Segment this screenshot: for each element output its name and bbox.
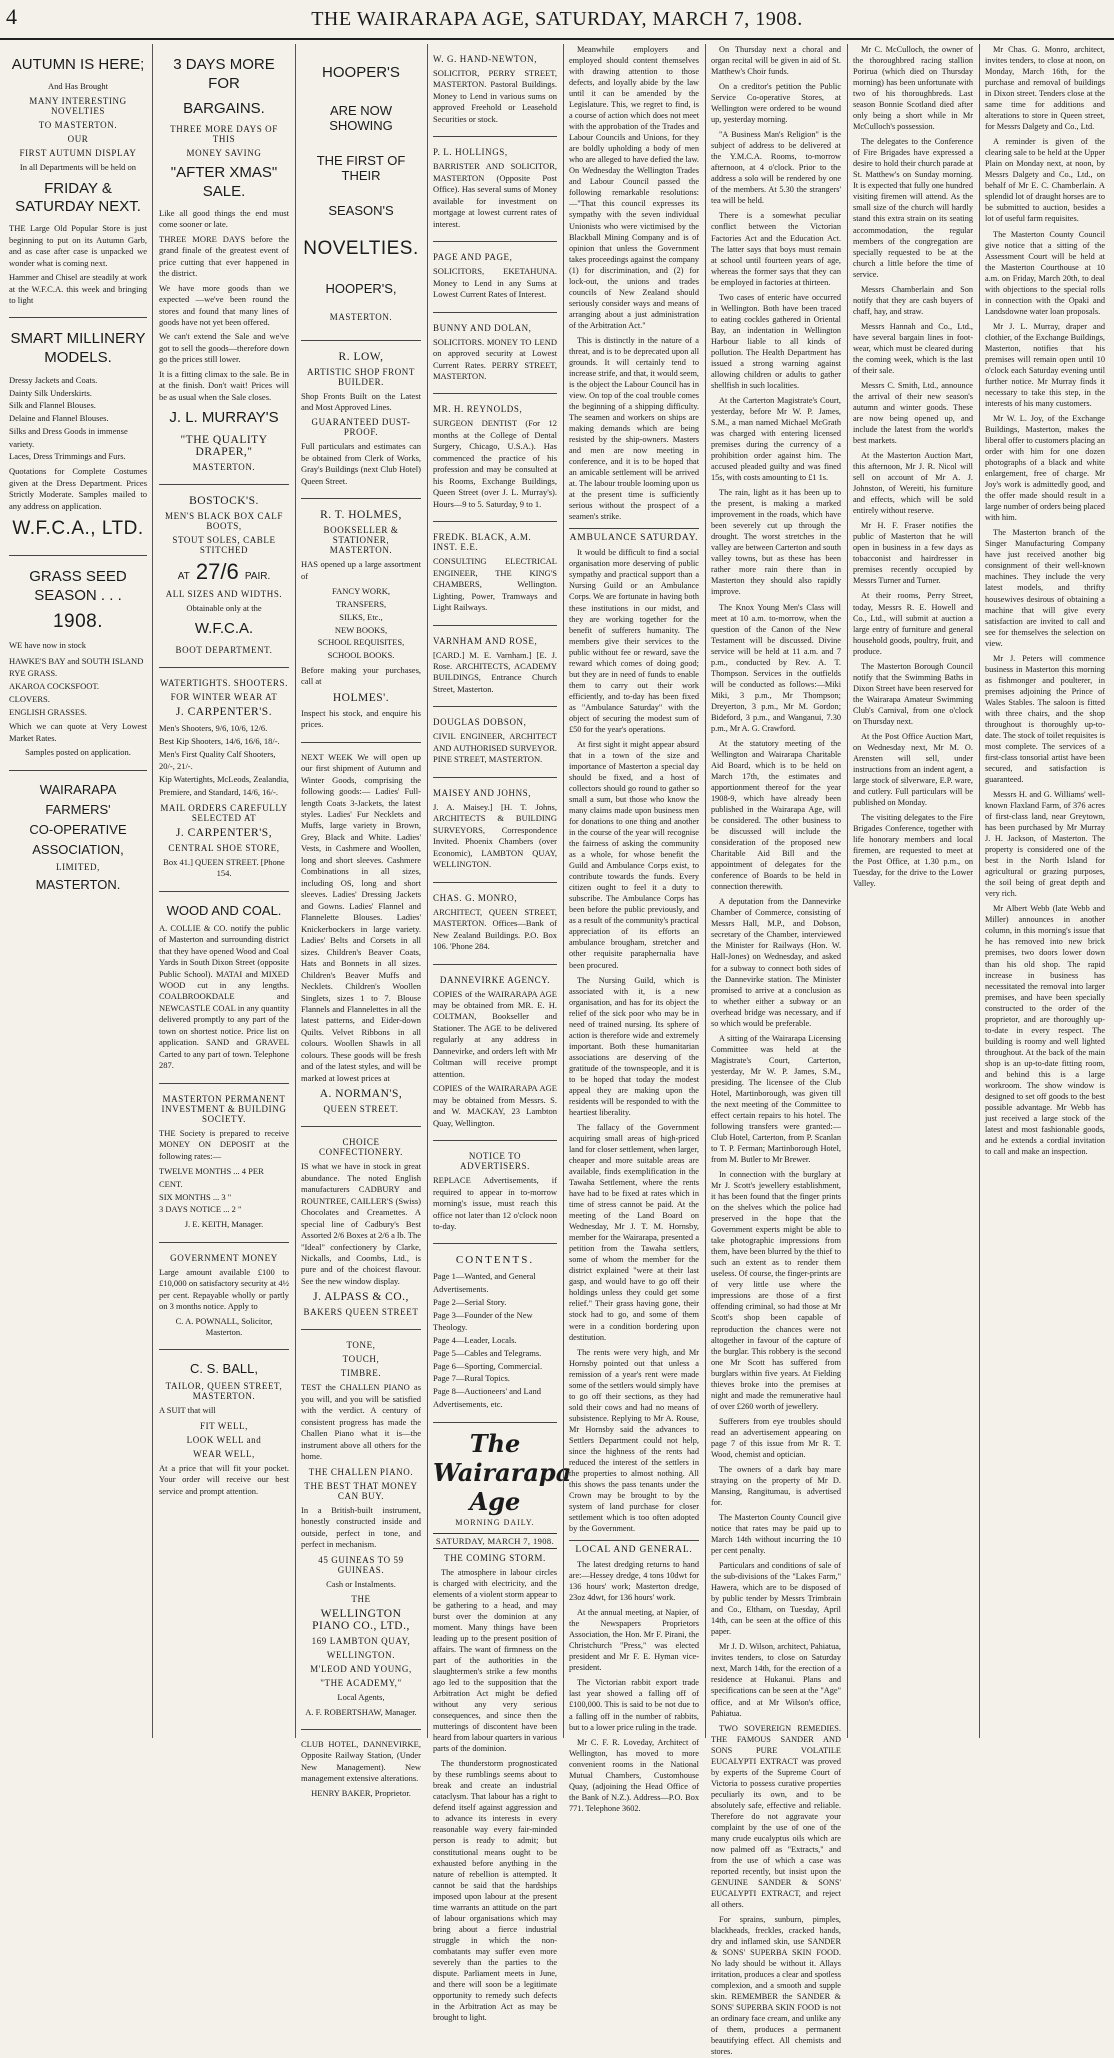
article-paragraph: Two cases of enteric have occurred in Wellington. Both have been traced to eating cockles gathered in Oriental Bay, an indentation in Wellington Harbour liable to all kinds of pollution. The Health Department has issued a strong warning against allowing children or adults to gather shellfish in such localities.: [711, 292, 841, 390]
card-name: CHAS. G. MONRO,: [433, 892, 518, 903]
list-item: Best Kip Shooters, 14/6, 16/6, 18/-.: [159, 735, 280, 746]
list-item: AKAROA COCKSFOOT.: [9, 681, 100, 692]
card-0: [433, 44, 557, 137]
list-item: Dressy Jackets and Coats.: [9, 374, 98, 385]
list-item: Page 2—Serial Story.: [433, 1296, 507, 1307]
editorial-heading: THE COMING STORM.: [444, 1552, 546, 1563]
bostock-heading: BOSTOCK'S.: [189, 495, 259, 507]
rates-list: [159, 1165, 289, 1216]
article-paragraph: On a creditor's petition the Public Service Co-operative Stores, at Wellington were ordered to be wound up, yesterday morning.: [711, 82, 841, 125]
article-paragraph: Particulars and conditions of sale of the sub-divisions of the "Lakes Farm," Hawera, which are to be disposed of by public tender by Messrs Trimbrain and Co., Eltham, on Tuesday, April 14th, can be seen at the office of this paper.: [711, 1561, 841, 1637]
sale-advert: [159, 44, 289, 485]
article-paragraph: The delegates to the Conference of Fire Brigades have expressed a desire to hold their church parade at St. Matthew's on Sunday morning. It is expected that fully one hundred visiting firemen will attend. As the small size of the church will hardly stand this extra strain on its seating accommodation, the regular members of the congregation are specially requested to be at the church a little before the time of service.: [853, 137, 973, 279]
piano-price: 45 GUINEAS TO 59 GUINEAS.: [318, 1554, 404, 1575]
grass-list: [9, 655, 147, 719]
autumn-line: In all Departments will be held on: [19, 162, 137, 173]
editorial-paragraph: Meanwhile employers and employed should content themselves with drawing attention to those defects, and loyally abide by the law until it can be amended by the Legislature. This, we regret to find, is a course of action which does not meet with the approbation of the Trades and Labour Councils and Unions, for they are boldly upholding a body of men who are alleged to have defied the law. On Wednesday the Wellington Trades and Labour Council passed the following remarkable resolutions:—"That this council expresses its sympathy with the seven individual Unionists who were victimised by the Blackball Mining Company and is of opinion that unless the Government takes proceedings against the company (1) for discrimination, and (2) for lock-out, the unions and trades councils of New Zealand should seriously consider ways and means of arranging about a just administration of the Arbitration Act.": [569, 45, 699, 330]
autumn-line: TO MASTERTON.: [38, 120, 118, 131]
column-rule: [152, 44, 153, 1738]
article-paragraph: The Masterton County Council give notice that rates may be paid up to March 14th without incurring the 10 per cent penalty.: [711, 1513, 841, 1556]
article-paragraph: The Masterton County Council give notice that a sitting of the Assessment Court will be held at the Masterton Courthouse at 10 a.m. on Friday, March 20th, to deal with objections to the special rolls in connection with the Opaki and Landsdowne water loan proposals.: [985, 229, 1105, 316]
hooper-line: HOOPER'S,: [325, 280, 397, 296]
card-name: W. G. HAND-NEWTON,: [433, 54, 538, 64]
list-item: Men's First Quality Calf Shooters, 20/-, 21/-.: [159, 748, 276, 772]
coal-paragraph: A. COLLIE & CO. notify the public of Masterton and surrounding district that they have opened Wood and Coal Yards in South Dixon Street (opposite Public School). MATAI and MIXED WOOD cut in any lengths. COALBROOKDALE and NEWCASTLE COAL in any quantity delivered promptly to any part of the town on shortest notice. Price list on application. SAND and GRAVEL Carted to any part of town. Telephone 287.: [159, 922, 289, 1071]
list-item: TWELVE MONTHS ... 4 PER CENT.: [159, 1166, 264, 1189]
piano-sub: THE BEST THAT MONEY CAN BUY.: [304, 1480, 418, 1501]
holmes-sub: BOOKSELLER & STATIONER, MASTERTON.: [323, 525, 399, 556]
article-paragraph: Messrs Chamberlain and Son notify that they are cash buyers of chaff, hay, and straw.: [853, 284, 973, 316]
contents-box: [433, 1244, 557, 1422]
carpenter-address: Box 41.] QUEEN STREET. [Phone 154.: [163, 856, 285, 879]
alpass-heading: CHOICE CONFECTIONERY.: [319, 1137, 403, 1158]
article-paragraph: Mr Albert Webb (late Webb and Miller) announces in another column, in this morning's issue that he has removed into new brick premises, two doors lower down than his old shop. The rapid increase in business has necessitated the removal into larger premises, and have been specially constructed to the order of the proprietor, and are thoroughly up-to-date in every respect. The building is roomy and well lighted throughout. At the back of the main shop is an up-to-date fitting room, and behind this is a large workroom. The show window is designed to set off goods to the best possible advantage. Mr Webb has just received a large stock of the latest and most fashionable goods, and he extends a cordial invitation to call and make an inspection.: [985, 904, 1105, 1157]
hotel-proprietor: HENRY BAKER, Proprietor.: [311, 1787, 411, 1798]
card-9: [433, 883, 557, 965]
alpass-sub: BAKERS QUEEN STREET: [303, 1307, 419, 1318]
article-paragraph: For sprains, sunburn, pimples, blackheads, freckles, cracked hands, dry and inflamed skin, use SANDER & SONS' SUPERBA SKIN FOOD. No lady should be without it. Allays irritation, produces a clear and spotless complexion, and a smooth and supple skin. REMEMBER the SANDER & SONS' SUPERBA SKIN FOOD is not an ordinary face cream, and unlike any of them, produces a permanent beautifying effect. All chemists and stores.: [711, 1915, 841, 2057]
card-name: DOUGLAS DOBSON,: [433, 717, 527, 728]
article-paragraph: Mr H. F. Fraser notifies the public of Masterton that he will open in business in a few days as tobacconist and hairdresser in premises recently occupied by Messrs Turner and Turner.: [853, 521, 973, 586]
list-item: ENGLISH GRASSES.: [9, 706, 87, 717]
millinery-list: [9, 374, 147, 463]
card-text: BARRISTER AND SOLICITOR, MASTERTON (Opposite Post Office). Has several sums of Money available for investment on mortgage at lowest current rates of interest.: [433, 161, 557, 229]
article-paragraph: It would be difficult to find a social organisation more deserving of public sympathy and practical support than a Nursing Guild or an Ambulance Corps. We are fortunate in having both these institutions in our midst, and they are working together for the benefit of sufferers humanity. The members give their services to the public without fee or reward, save the reward which comes of doing good; but they are in need of funds to enable them to carry out their work efficiently, and to-day has been fixed as "Ambulance Saturday" with the object of securing the modest sum of £50 for the year's operations.: [569, 548, 699, 734]
list-item: Men's Shooters, 9/6, 10/6, 12/6.: [159, 723, 268, 734]
list-item: Kip Watertights, McLeods, Zealandia, Premiere, and Standard, 14/6, 16/-.: [159, 774, 289, 797]
wfca-boot-name: W.F.C.A.: [194, 620, 254, 638]
flag-subtitle: MORNING DAILY.: [455, 1517, 535, 1527]
article-paragraph: The Masterton Borough Council notify that the Swimming Baths in Dixon Street have been reserved for the Wairarapa Amateur Swimming Club's Carnival, from one o'clock on Thursday next.: [853, 661, 973, 726]
grass-year: 1908.: [52, 611, 104, 633]
article-paragraph: There is a somewhat peculiar conflict between the Victorian Factories Act and the Education Act. The latter says that boys must remain at school until fourteen years of age, whereas the former says that they can be employed in factories at thirteen.: [711, 211, 841, 287]
autumn-advert: [9, 44, 147, 318]
farmers-line: FARMERS': [45, 801, 111, 817]
carpenter-store: CENTRAL SHOE STORE,: [168, 842, 280, 853]
grass-paragraph: Which we can quote at Very Lowest Market Rates.: [9, 721, 147, 743]
hotel-advert: [301, 1730, 421, 1810]
editorial-date: SATURDAY, MARCH 7, 1908.: [433, 1533, 557, 1549]
hooper-line: ARE NOW SHOWING: [329, 102, 393, 133]
low-guarantee: GUARANTEED DUST-PROOF.: [311, 417, 411, 438]
editorial-paragraph: The thunderstorm prognosticated by these rumblings seems about to break and create an industrial cataclysm. That labour has a right to defend itself against aggression and to advance its interests in every reasonable way every fair-minded person is ready to admit; but constitutional means ought to be exhausted before anything in the nature of rebellion is attempted. It cannot be said that the hardships imposed upon labour at the present time warrants an attitude on the part of labour organisations which may bring about a fierce industrial struggle in which the non-combatants may suffer even more severely than the parties to the dispute. Parliament meets in June, and there will soon be a legitimate opportunity to remedy such defects in the Arbitration Act as may be brought to light.: [433, 1759, 557, 2022]
article-paragraph: On Thursday next a choral and organ recital will be given in aid of St. Matthew's Choir funds.: [711, 45, 841, 77]
piano-heading: THE CHALLEN PIANO.: [308, 1466, 414, 1477]
grass-seed-advert: [9, 556, 147, 771]
article-paragraph: The visiting delegates to the Fire Brigades Conference, together with life honorary members and local firemen, are requested to meet at the Post Office, at 1.30 p.m., on Tuesday, for the drive to the Lower Valley.: [853, 813, 973, 889]
article-paragraph: A reminder is given of the clearing sale to be held at the Upper Plain on Monday next, at noon, by Messrs Dalgety and Co., Ltd., on behalf of Mr E. C. Chamberlain. A splendid lot of draught horses are to be submitted to auction, besides a lot of useful farm requisites.: [985, 137, 1105, 224]
autumn-line: And Has Brought: [48, 80, 108, 91]
sale-line: MONEY SAVING: [186, 148, 262, 159]
article-paragraph: Mr J. D. Wilson, architect, Pahiatua, invites tenders, to close on Saturday next, March 14th, for the erection of a residence at Hukanui. Plans and specifications can be seen at the "Age" office, and at Mr Wilson's office, Pahiatua.: [711, 1642, 841, 1718]
norman-paragraph: NEXT WEEK We will open up our first shipment of Autumn and Winter Goods, comprising the following goods:— Ladies' Full-length Coats 3-Jackets, the latest styles. Ladies' Fur Necklets and Muffs, large variety in Brown, Grey, Black and White. Ladies' Vests, in Cashmere and Woollen, long and short sleeves. Cashmere Combinations in all sizes, including OS, long and short sleeves. Ladies' Dressing Jackets and Gowns. Ladies' Flannel and Flannelette Blouses. Ladies' Knickerbockers in large variety. Ladies' Belts and Corsets in all sizes. Children's Beaver Coats, Hats and Bonnets in all sizes. Children's Beaver Muffs and Necklets. Children's Woollen Singlets, sizes 1 to 7. Blouse Flannels and Flannelettes in all the latest patterns, and Eider-down Quilts. Velvet Ribbons in all colours. Woollen Shawls in all colours. These goods will be fresh and of the latest styles, and will be marked at lowest prices at: [301, 751, 421, 1083]
card-text: SOLICITOR, PERRY STREET, MASTERTON. Pastoral Buildings. Money to Lend in various sums on approved Freehold or Leasehold Securities or stock.: [433, 68, 557, 124]
article-paragraph: In connection with the burglary at Mr J. Scott's jewellery establishment, it has been found that the finger prints on the shelves which the police had preserved in the hope that the Government experts might be able to take photographic impressions from them, have been blurred by the thief to such an extent as to render them useless. Of course, the finger-prints are of very little use where the impressions are those of a first offending criminal, so had those at Mr Scott's shop been capable of reproduction the chances were not altogether in favour of the capture of the burglar. This robbery is the second one Mr Scott has suffered from burglars within five years. At Fielding thieves broke into the premises at night and made the remunerative haul of over £260 worth of jewellery.: [711, 1170, 842, 1411]
ball-heading: C. S. BALL,: [190, 1361, 258, 1377]
hotel-paragraph: CLUB HOTEL, DANNEVIRKE, Opposite Railway Station, (Under New Management). New management extensive alterations.: [301, 1738, 421, 1784]
piano-local: Local Agents,: [337, 1692, 385, 1703]
card-text: SURGEON DENTIST (For 12 months at the College of Dental Surgery, Chicago, U.S.A.). Has commenced the practice of his profession and may be consulted at his Rooms, Exchange Buildings, Queen Street (over J. L. Murray's). Hours—9 to 5. Saturday, 9 to 1.: [433, 418, 557, 509]
carpenter-name: J. CARPENTER'S.: [175, 706, 273, 719]
card-name: FREDK. BLACK, A.M. INST. E.E.: [433, 532, 532, 553]
low-sub: ARTISTIC SHOP FRONT BUILDER.: [306, 366, 416, 387]
article-paragraph: Mr Chas. G. Monro, architect, invites tenders, to close at noon, on Monday, March 16th, for the purchase and removal of buildings in Dixon street. Tenders close at the same time for additions and alterations to store in Queen street, for Messrs Dalgety and Co., Ltd.: [985, 45, 1105, 132]
agency-paragraph: COPIES of the WAIRARAPA AGE may be obtained from MR. E. H. COLTMAN, Bookseller and Stationer. The AGE to be delivered regularly at any address in Dannevirke, and orders left with Mr Coltman will receive prompt attention.: [433, 988, 557, 1079]
holmes-list: [301, 585, 421, 662]
article-paragraph: At the Carterton Magistrate's Court, yesterday, before Mr W. P. James, S.M., a man named Michael McGrath was charged with entering licensed premises during the currency of a prohibition order against him. The accused pleaded guilty and was fined 15s, with costs amounting to £1 1s.: [711, 395, 841, 483]
article-paragraph: A sitting of the Wairarapa Licensing Committee was held at the Magistrate's Court, Carterton, yesterday, Mr W. P. James, S.M., presiding. The licensee of the Club Hotel, Martinborough, was given till the next meeting of the Committee to effect certain repairs to his hotel. The following transfers were granted:—Club Hotel, Carterton, from P. Scanlan to T. P. Ferman; Martinborough Hotel, from M. Butler to Mr Brewer.: [711, 1033, 841, 1165]
card-text: CONSULTING ELECTRICAL ENGINEER, THE KING'S CHAMBERS, Wellington. Lighting, Power, Tramways and Light Railways.: [433, 556, 557, 613]
norman-name: A. NORMAN'S,: [319, 1088, 403, 1101]
money-advert: [159, 1243, 289, 1351]
ball-line: FIT WELL,: [199, 1420, 249, 1431]
sale-paragraph: Like all good things the end must come sooner or late.: [159, 207, 289, 230]
column-7: [848, 44, 978, 1738]
page-number: 4: [6, 4, 17, 29]
list-item: HAWKE'S BAY and SOUTH ISLAND RYE GRASS.: [9, 655, 144, 679]
farmers-line: CO-OPERATIVE: [29, 821, 127, 837]
column-5: [564, 44, 704, 1813]
contents-list: [433, 1270, 557, 1410]
article-paragraph: At their rooms, Perry Street, today, Messrs R. E. Howell and Co., Ltd., will submit at auction a large entry of furniture and general household goods, poultry, fruit, and produce.: [853, 591, 973, 656]
autumn-line: OUR: [67, 134, 89, 145]
bostock-price: 27/6: [195, 559, 239, 584]
farmers-line: ASSOCIATION,: [32, 841, 124, 857]
list-item: SILKS, Etc.,: [339, 611, 383, 622]
column-1: [4, 44, 152, 1738]
card-text: CIVIL ENGINEER, ARCHITECT AND AUTHORISED SURVEYOR. PINE STREET, MASTERTON.: [433, 731, 557, 765]
list-item: TRANSFERS,: [335, 599, 387, 610]
list-item: Page 1—Wanted, and General Advertisements.: [433, 1271, 536, 1295]
list-item: NEW BOOKS,: [334, 624, 388, 635]
carpenter-name: J. CARPENTER'S,: [175, 826, 273, 839]
ball-line: LOOK WELL and: [186, 1434, 262, 1445]
article-paragraph: A deputation from the Dannevirke Chamber of Commerce, consisting of Messrs Hall, M.P., and Dobson, secretary of the Chamber, interviewed the Minister for Railways (Hon. W. Hall-Jones) on Wednesday, and asked for a subway to connect both sides of the Dannevirke station. The Minister promised to arrive at a conclusion as to whether either a subway or an overhead bridge was necessary, and if so which would be preferable.: [711, 897, 841, 1028]
article-paragraph: At the Masterton Auction Mart, this afternoon, Mr J. R. Nicol will sell on account of Mr A. J. Johnston, of Wereiti, his furniture and effects, which will be sold entirely without reserve.: [853, 451, 973, 516]
ball-advert: [159, 1350, 289, 1508]
article-paragraph: Mr C. F. R. Loveday, Architect of Wellington, has moved to more convenient rooms in the National Mutual Chambers, Customhouse Quay, (adjoining the Head Office of the Bank of N.Z.). Address—P.O. Box 771. Telephone 3602.: [569, 1737, 699, 1813]
card-text: [CARD.] M. E. Varnham.] [E. J. Rose. ARCHITECTS, ACADEMY BUILDINGS, Entrance Church Street, Masterton.: [433, 649, 557, 694]
sale-paragraph: It is a fitting climax to the sale. Be in at the finish. Don't wait! Prices will be as usual when the Sale closes.: [159, 368, 289, 402]
autumn-paragraph: Hammer and Chisel are steadily at work at the W.F.C.A. this week and bringing to light: [9, 272, 147, 305]
sale-line: BARGAINS.: [183, 99, 265, 117]
autumn-date: FRIDAY & SATURDAY NEXT.: [15, 179, 141, 216]
farmers-line: LIMITED,: [55, 861, 101, 872]
card-1: [433, 137, 557, 242]
article-paragraph: Messrs Hannah and Co., Ltd., have several bargain lines in foot-wear, which must be cleared during the coming week, which is the last of their sale.: [853, 321, 973, 375]
low-paragraph: Shop Fronts Built on the Latest and Most Approved Lines.: [301, 390, 421, 413]
murray-slogan: "THE QUALITY DRAPER,": [180, 434, 268, 458]
editorial-paragraph: The atmosphere in labour circles is charged with electricity, and the elements of a violent storm appear to be gathering to a head, and may burst over the dominion at any moment. Many things have been leading up to the present position of affairs. The want of firmness on the part of the authorities in the slaughtermen's strike a few months ago led to the supposition that the Arbitration Act might be defied without any very serious consequences, and since then the mutterings of discontent have been heard from labour quarters in various parts of the dominion.: [433, 1567, 557, 1754]
card-name: PAGE AND PAGE,: [433, 252, 513, 263]
list-item: FANCY WORK,: [332, 586, 390, 597]
advertisers-notice: [433, 1141, 557, 1244]
article-paragraph: Mr J. L. Murray, draper and clothier, of the Exchange Buildings, Masterton, notifies that his premises will remain open until 10 o'clock each Saturday evening until further notice. Mr Murray finds it necessary to take this step, in the interests of his many customers.: [985, 321, 1105, 408]
sale-heading: "AFTER XMAS" SALE.: [170, 164, 278, 200]
card-name: MAISEY AND JOHNS,: [433, 787, 532, 798]
piano-line: TIMBRE.: [340, 1368, 382, 1379]
piano-academy: "THE ACADEMY,": [320, 1678, 402, 1689]
hooper-line: THE FIRST OF THEIR: [316, 152, 406, 183]
autumn-paragraph: THE Large Old Popular Store is just beginning to put on its Autumn Garb, and as case after case is unpacked we wonder what is coming next.: [9, 223, 147, 268]
column-8: [980, 44, 1110, 1738]
card-name: BUNNY AND DOLAN,: [433, 322, 532, 333]
list-item: Laces, Dress Trimmings and Furs.: [9, 451, 126, 462]
bostock-advert: [159, 485, 289, 668]
card-8: [433, 778, 557, 883]
alpass-name: J. ALPASS & CO.,: [313, 1291, 409, 1304]
sale-paragraph: We have more goods than we expected —we've been round the stores and found that many lines of goods have not yet been offered.: [159, 282, 289, 327]
holmes-name: HOLMES'.: [332, 691, 390, 704]
money-heading: GOVERNMENT MONEY: [170, 1252, 278, 1263]
grass-samples: Samples posted on application.: [25, 747, 131, 758]
piano-paragraph: In a British-built instrument, honestly constructed inside and outside, perfect in tone, and perfect in mechanism.: [301, 1504, 421, 1550]
list-item: Page 4—Leader, Locals.: [433, 1335, 517, 1346]
notice-paragraph: REPLACE Advertisements, if required to appear in to-morrow morning's issue, must reach this office not later than 12 o'clock noon to-day.: [433, 1175, 557, 1231]
murray-town: MASTERTON.: [192, 462, 256, 472]
holmes-paragraph: Before making your purchases, call at: [301, 664, 421, 687]
building-society-advert: [159, 1084, 289, 1243]
article-paragraph: The rain, light as it has been up to the present, is making a marked improvement in the roads, which have been severely cut up through the drought. The worst stretches in the valley are between Carterton and south valley towns, but as these has been rather more rain there than in Masterton they should also rapidly improve.: [711, 488, 841, 597]
bostock-at: AT: [177, 571, 190, 582]
list-item: Delaine and Flannel Blouses.: [9, 413, 109, 424]
article-paragraph: At first sight it might appear absurd that in a town of the size and importance of Masterton a special day should be fixed, and a host of collectors should go round to gather so small a sum, but those who know the many claims made upon business men for donations to one thing and another in the course of the year will recognise the fairness of asking the community as a whole, for whose benefit the Guild and Ambulance Corps exist, to contribute towards the funds. Every citizen ought to feel it a duty to subscribe. The Ambulance Corps has been before the public previously, and as a result of the community's practical appreciation of its efforts an ambulance brougham, stretcher and other requisite paraphernalia have been procured.: [569, 739, 699, 970]
money-paragraph: Large amount available £100 to £10,000 on satisfactory security at 4½ per cent. Repayable wholly or partly on 3 months notice. Apply to: [159, 1266, 289, 1312]
alpass-paragraph: IS what we have in stock in great abundance. The noted English manufacturers CADBURY and ROUNTREE, CAILLER'S (Swiss) Chocolates and Creamettes. A special line of Cadbury's Best Assorted 2/6 Boxes at 2/6 a lb. The "Ideal" confectionery by Clarke, Nickalls, and Coombs, Ltd., is pure and of the choicest flavour. See the new window display.: [301, 1161, 421, 1286]
article-paragraph: The Masterton branch of the Singer Manufacturing Company have just received another big consignment of their well-known machines. They include the very latest models, and thrifty housewives desirous of obtaining a machine that will give every satisfaction are invited to call and see for themselves the selection on view.: [985, 528, 1105, 648]
norman-street: QUEEN STREET.: [323, 1104, 399, 1115]
alpass-advert: [301, 1127, 421, 1330]
agency-heading: DANNEVIRKE AGENCY.: [439, 974, 551, 985]
list-item: Page 5—Cables and Telegrams.: [433, 1347, 542, 1358]
bostock-price-line: [159, 559, 289, 585]
piano-agents: M'LEOD AND YOUNG,: [310, 1664, 412, 1675]
article-paragraph: The owners of a dark bay mare straying on the property of Mr D. Mansing, Rangitumau, is advertised for.: [711, 1464, 841, 1507]
hooper-line: HOOPER'S: [322, 64, 400, 81]
article-paragraph: TWO SOVEREIGN REMEDIES. THE FAMOUS SANDER AND SONS PURE VOLATILE EUCALYPTI EXTRACT was proved by experts of the Supreme Court of Victoria to possess curative properties peculiarly its own, and to be absolutely safe, effective and reliable. Therefore do not aggravate your complaint by the use of one of the many crude eucalyptus oils which are now palmed off as "Extracts," and from the use of which a case was reported recently, but insist upon the GENUINE SANDER & SONS' EUCALYPTI EXTRACT, and reject all others.: [711, 1723, 841, 1910]
millinery-heading: SMART MILLINERY MODELS.: [10, 330, 146, 367]
piano-advert: [301, 1330, 421, 1730]
list-item: SIX MONTHS ... 3 ": [159, 1191, 232, 1202]
list-item: Silk and Flannel Blouses.: [9, 400, 96, 411]
list-item: Page 6—Sporting, Commercial.: [433, 1360, 543, 1371]
card-5: [433, 522, 557, 625]
card-text: J. A. Maisey.] [H. T. Johns, ARCHITECTS & BUILDING SURVEYORS, Correspondence Invited. Phoenix Chambers (over Economic), LAMBTON QUAY, WELLINGTON.: [433, 801, 557, 870]
bostock-line: ALL SIZES AND WIDTHS.: [165, 589, 283, 599]
article-paragraph: At the annual meeting, at Napier, of the Newspapers Proprietors Association, the Hon. Mr F. Pirani, the Christchurch "Press," was elected president and Mr F. E. Hyman vice-president.: [569, 1608, 699, 1673]
article-paragraph: Mr C. McCulloch, the owner of the thoroughbred racing stallion Porirua (which died on Thursday morning) has been unfortunate with two of his thoroughbreds. Last season Bonnie Scotland died after only being a short while in Mr McCulloch's possession.: [853, 45, 973, 132]
hooper-advert: [301, 44, 421, 341]
list-item: Page 7—Rural Topics.: [433, 1373, 510, 1384]
piano-town: WELLINGTON.: [326, 1650, 396, 1661]
list-item: SCHOOL BOOKS.: [327, 650, 395, 661]
list-item: CLOVERS.: [9, 693, 50, 704]
article-paragraph: At the statutory meeting of the Wellington and Wairarapa Charitable Aid Board, which is to be held on March 17th, the estimates and apportionment thereof for the year 1908-9, which have already been published in the Wairarapa Age, will be considered. The other business to be discussed will include the consideration of the proposed new Charitable Aid Bill and the appointment of delegates for the conference of Boards to be held in connection therewith.: [711, 738, 841, 892]
piano-firm: THE: [351, 1594, 371, 1605]
list-item: SCHOOL REQUISITES,: [317, 637, 405, 648]
ball-intro: A SUIT that will: [159, 1405, 216, 1416]
carpenter-mail: MAIL ORDERS CAREFULLY SELECTED AT: [160, 802, 288, 823]
grass-intro: WE have now in stock: [9, 640, 86, 651]
wfca-name: W.F.C.A., LTD.: [12, 518, 144, 540]
notice-heading: NOTICE TO ADVERTISERS.: [460, 1151, 530, 1172]
article-paragraph: The Victorian rabbit export trade last year showed a falling off of £100,000. This is said to be not due to a falling off in the number of rabbits, but to a lower price ruling in the trade.: [569, 1678, 699, 1732]
ambulance-heading: AMBULANCE SATURDAY.: [569, 528, 699, 543]
piano-line: TOUCH,: [342, 1354, 380, 1365]
autumn-line: MANY INTERESTING NOVELTIES: [29, 96, 127, 117]
farmers-line: MASTERTON.: [35, 876, 121, 892]
card-4: [433, 394, 557, 522]
article-paragraph: Messrs C. Smith, Ltd., announce the arrival of their new season's autumn and winter goods. These are now being opened up, and include the latest from the world's best markets.: [853, 380, 973, 446]
article-paragraph: "A Business Man's Religion" is the subject of address to be delivered at the Y.M.C.A. Rooms, to-morrow afternoon, at 4 o'clock. Prior to the address a solo will be rendered by one of the members. At 5.30 the strangers' tea will be held.: [711, 130, 841, 206]
list-item: Dainty Silk Underskirts.: [9, 387, 92, 398]
column-3: [296, 44, 426, 1798]
ball-sub: TAILOR, QUEEN STREET, MASTERTON.: [165, 1381, 283, 1402]
article-paragraph: Sufferers from eye troubles should read an advertisement appearing on page 7 of this issue from Mr R. T. Wood, chemist and optician.: [711, 1416, 841, 1459]
card-text: SOLICITORS. MONEY TO LEND on approved security at Lowest Current Rates. PERRY STREET, MASTERTON.: [433, 336, 557, 381]
article-paragraph: Mr W. L. Joy, of the Exchange Buildings, Masterton, makes the liberal offer to customers placing an order with him for one dozen photographs of a black and white enlargement, free of charge. Mr Joy's work is admittedly good, and the offer made should result in a large number of orders being placed with him.: [985, 414, 1105, 523]
card-7: [433, 707, 557, 777]
card-name: P. L. HOLLINGS,: [433, 147, 508, 158]
article-paragraph: At the Post Office Auction Mart, on Wednesday next, Mr M. O. Arensten will sell, under instructions from an indent agent, a large stock of silverware, E.P. ware, and cutlery. Full particulars will be published on Monday.: [853, 731, 973, 808]
card-text: ARCHITECT, QUEEN STREET, MASTERTON. Offices—Bank of New Zealand Buildings. P.O. Box 106. 'Phone 284.: [433, 906, 557, 952]
editorial-paragraph: This is distinctly in the nature of a threat, and is to be deprecated upon all grounds. It will certainly tend to increase strife, and that, it would seem, is the object the Labour Council has in view. On top of the coal trouble comes the beginning of a shipping difficulty. The seamen and workers on ships are making demands which are being resisted by the ship-owners. Masters and men are now meeting in conference, and it is to be hoped that an amicable settlement will be arrived at. The labour trouble looming upon us at the present time is sufficiently serious without the prospect of a seamen's strike.: [569, 335, 699, 522]
low-paragraph: Full particulars and estimates can be obtained from Clerk of Works, Gray's Buildings (next Club Hotel) Queen Street.: [301, 441, 421, 486]
piano-address: 169 LAMBTON QUAY,: [311, 1636, 411, 1647]
ball-line: WEAR WELL,: [193, 1448, 255, 1459]
column-6: [706, 44, 846, 2057]
piano-terms: Cash or Instalments.: [326, 1578, 396, 1589]
article-paragraph: The Nursing Guild, which is associated with it, is a new organisation, and has for its object the relief of the sick poor who may be in need of trained nursing. Its sphere of action is therefore wide and extremely important. Both these humanitarian associations are deserving of the gratitude of the townspeople, and it is to be hoped that today the modest appeal they are making upon the residents will be responded to with the heartiest liberality.: [569, 975, 699, 1117]
bostock-line: MEN'S BLACK BOX CALF BOOTS,: [165, 511, 283, 531]
newspaper-flag: The Wairarapa Age: [433, 1428, 572, 1516]
farmers-association: [9, 771, 147, 905]
editorial-section: [433, 1428, 572, 2023]
norman-advert: [301, 743, 421, 1128]
building-paragraph: THE Society is prepared to receive MONEY ON DEPOSIT at the following rates:—: [159, 1127, 289, 1161]
list-item: 3 DAYS NOTICE ... 2 ": [159, 1204, 242, 1215]
carpenter-advert: [159, 668, 289, 891]
bostock-line: Obtainable only at the: [186, 603, 262, 613]
millinery-advert: [9, 318, 147, 555]
article-paragraph: The rents were very high, and Mr Hornsby pointed out that unless a remission of a year's rent were made some of the settlers would simply have to go off their sections, as they had sold their cows and had no means of subsistence. Replying to Mr A. Rouse, Mr Hornsby said the advances to Settlers Department could not help, since the highness of the rents had reduced the interest of the settlers in the properties to almost nothing. All this shows the pass tenants under the Crown may be brought to by the system of land purchase for closer settlement which is too often adopted by the Government.: [569, 1347, 699, 1534]
building-heading: MASTERTON PERMANENT INVESTMENT & BUILDING SOCIETY.: [161, 1093, 287, 1124]
sale-line: THREE MORE DAYS OF THIS: [170, 124, 278, 145]
sale-paragraph: We can't extend the Sale and we've got to sell the goods—therefore down go the prices still lower.: [159, 331, 289, 365]
hooper-line: SEASON'S: [328, 202, 394, 218]
card-text: SOLICITORS, EKETAHUNA. Money to Lend in any Sums at Lowest Current Rates of Interest.: [433, 266, 557, 300]
column-2: [154, 44, 294, 1738]
ball-paragraph: At a price that will fit your pocket. Your order will receive our best service and prompt attention.: [159, 1462, 289, 1496]
carpenter-line: FOR WINTER WEAR AT: [170, 692, 278, 703]
money-signature: C. A. POWNALL, Solicitor, Masterton.: [175, 1315, 273, 1337]
newspaper-title: THE WAIRARAPA AGE, SATURDAY, MARCH 7, 1908.: [311, 8, 803, 30]
millinery-paragraph: Quotations for Complete Costumes given at the Dress Department. Prices Strictly Moderate. Samples mailed to any address on application.: [9, 466, 147, 511]
masthead: [0, 0, 1114, 40]
coal-heading: WOOD AND COAL.: [166, 902, 282, 918]
farmers-line: WAIRARAPA: [39, 781, 117, 797]
piano-manager: A. F. ROBERTSHAW, Manager.: [305, 1706, 417, 1717]
holmes-heading: R. T. HOLMES,: [320, 509, 402, 522]
article-paragraph: The fallacy of the Government acquiring small areas of high-priced land for closer settlement, when larger, cheaper and more suitable areas are available, finds exemplification in the Tawaha Settlement, where the rents have had to be fixed at rates which in time of stress cannot be paid. At the meeting of the Land Board on Wednesday, Mr J. T. M. Hornsby, member for the Wairarapa, presented a petition from the Tawaha settlers, some of whom the member for the district explained "were at their last gasp, and would have to go off their holdings unless they could get some relief." Their grass having gone, their stock had to go, and some of them were in a condition bordering upon destitution.: [569, 1122, 699, 1342]
card-3: [433, 313, 557, 395]
hooper-line: NOVELTIES.: [303, 237, 419, 259]
local-heading: LOCAL AND GENERAL.: [569, 1540, 699, 1555]
bostock-pair: PAIR.: [244, 571, 271, 582]
card-2: [433, 242, 557, 312]
carpenter-heading: WATERTIGHTS. SHOOTERS.: [160, 678, 288, 689]
autumn-heading: AUTUMN IS HERE;: [11, 56, 145, 73]
sale-line: 3 DAYS MORE FOR: [173, 56, 275, 92]
list-item: Silks and Dress Goods in immense variety.: [9, 425, 128, 449]
carpenter-list: [159, 722, 289, 799]
holmes-paragraph: Inspect his stock, and enquire his prices.: [301, 707, 421, 730]
piano-paragraph: TEST the CHALLEN PIANO as you will, and you will be satisfied with the verdict. A century of consistent progress has made the Challen Piano what it is—the instrument above all others for the home.: [301, 1382, 421, 1462]
autumn-line: FIRST AUTUMN DISPLAY: [19, 148, 137, 159]
murray-name: J. L. MURRAY'S: [169, 409, 279, 427]
coal-advert: [159, 892, 289, 1084]
card-6: [433, 626, 557, 708]
article-paragraph: Messrs H. and G. Williams' well-known Flaxland Farm, of 376 acres of first-class land, near Greytown, has been purchased by Mr Murray J. H. Jackson, of Masterton. The property is considered one of the best in the North Island for agricultural or grazing purposes, the soil being of great depth and very rich.: [985, 790, 1105, 899]
agency-paragraph: COPIES of the WAIRARAPA AGE may be obtained from Messrs. S. and W. MACKAY, 23 Lambton Quay, Wellington.: [433, 1083, 557, 1128]
card-name: MR. H. REYNOLDS,: [433, 404, 523, 415]
article-paragraph: The Knox Young Men's Class will meet at 10 a.m. to-morrow, when the question of the Canon of the New Testament will be discussed. Divine service will be held at 11 a.m. and 7 p.m., conducted by Rev. A. T. Thompson. Services in the outfields will be conducted as follows:—Miki Miki, 3 p.m., Mr Thompson; Dreyerton, 3 p.m., Mr M. Gordon; Bideford, 3 p.m., and Wanganui, 7.30 p.m., Mr A. G. Crawford.: [711, 602, 841, 733]
card-name: VARNHAM AND ROSE,: [433, 635, 538, 646]
piano-line: TONE,: [346, 1340, 376, 1351]
bostock-dept: BOOT DEPARTMENT.: [175, 645, 273, 656]
list-item: Page 3—Founder of the New Theology.: [433, 1309, 533, 1333]
agency-notice: [433, 965, 557, 1142]
article-paragraph: The latest dredging returns to hand are:—Hessey dredge, 4 tons 10dwt for 136 hours' work; Masterton dredge, 23oz 4dwt, for 136 hours' work.: [569, 1560, 699, 1603]
column-4: [428, 44, 572, 2022]
holmes-paragraph: HAS opened up a large assortment of: [301, 559, 421, 581]
list-item: Page 8—Auctioneers' and Land Advertisements, etc.: [433, 1386, 541, 1409]
grass-heading: GRASS SEED SEASON . . .: [29, 567, 127, 604]
holmes-advert: [301, 499, 421, 742]
piano-firm: WELLINGTON PIANO CO., LTD.,: [312, 1608, 410, 1633]
building-manager: J. E. KEITH, Manager.: [184, 1219, 264, 1230]
low-advert: [301, 341, 421, 500]
article-paragraph: Mr J. Peters will commence business in Masterton this morning as fishmonger and poulterer, in premises adjoining the Prince of Wales Stables. The saloon is fitted with three chairs, and the shop throughout is thoroughly up-to-date. The stock of toilet requisites is most complete. The services of a first-class tonsorial artist have been secured, and satisfaction is guaranteed.: [985, 653, 1105, 784]
low-heading: R. LOW,: [338, 350, 384, 363]
sale-paragraph: THREE MORE DAYS before the grand finale of the greatest event of price cutting that ever happened in the district.: [159, 233, 289, 279]
hooper-line: MASTERTON.: [329, 311, 393, 322]
contents-heading: CONTENTS.: [455, 1254, 535, 1267]
bostock-line: STOUT SOLES, CABLE STITCHED: [172, 535, 276, 555]
